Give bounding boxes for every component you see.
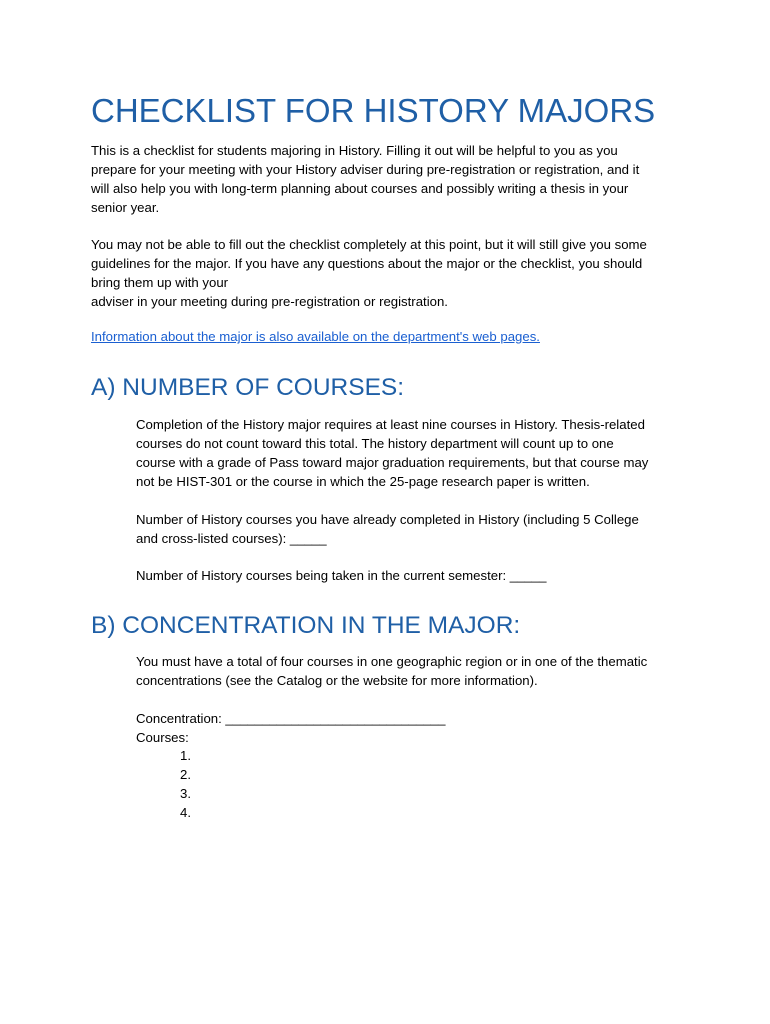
text-line: Completion of the History major requires at least nine courses in History. Thesis-related [136, 417, 645, 432]
text-line: Courses: [136, 730, 189, 745]
courses-label [136, 728, 736, 747]
text-line: senior year. [91, 200, 160, 215]
completed-courses-question [136, 510, 736, 548]
text-line: courses do not count toward this total. The history department will count up to one [136, 436, 614, 451]
text-line: Number of History courses you have already completed in History (including 5 College [136, 512, 639, 527]
text-line: prepare for your meeting with your History adviser during pre-registration or registration, and it [91, 162, 640, 177]
course-list [180, 746, 191, 822]
concentration-field [136, 709, 736, 728]
list-item: 4. [180, 805, 191, 820]
text-line: guidelines for the major. If you have any questions about the major or the checklist, you should [91, 256, 643, 271]
text-line: concentrations (see the Catalog or the website for more information). [136, 673, 538, 688]
department-web-pages-link[interactable]: Information about the major is also available on the department's web pages. [91, 329, 540, 344]
text-line: You must have a total of four courses in one geographic region or in one of the thematic [136, 654, 648, 669]
section-b-description [136, 652, 736, 690]
text-line: bring them up with your [91, 275, 229, 290]
list-item: 1. [180, 748, 191, 763]
page-title: CHECKLIST FOR HISTORY MAJORS [91, 92, 656, 129]
text-line: You may not be able to fill out the checklist completely at this point, but it will still give you some [91, 237, 647, 252]
intro-paragraph-2 [91, 235, 691, 311]
text-line: Number of History courses being taken in the current semester: _____ [136, 568, 547, 583]
text-line: adviser in your meeting during pre-registration or registration. [91, 294, 448, 309]
current-semester-question [136, 566, 736, 585]
list-item: 3. [180, 786, 191, 801]
text-line: not be HIST-301 or the course in which the 25-page research paper is written. [136, 474, 590, 489]
text-line: This is a checklist for students majoring in History. Filling it out will be helpful to you as you [91, 143, 618, 158]
list-item: 2. [180, 767, 191, 782]
section-a-description [136, 415, 736, 491]
section-a-heading: A) NUMBER OF COURSES: [91, 374, 405, 401]
text-line: will also help you with long-term planning about courses and possibly writing a thesis in your [91, 181, 629, 196]
intro-paragraph-1 [91, 141, 691, 217]
text-line: and cross-listed courses): _____ [136, 531, 327, 546]
text-line: course with a grade of Pass toward major graduation requirements, but that course may [136, 455, 649, 470]
section-b-heading: B) CONCENTRATION IN THE MAJOR: [91, 612, 521, 639]
concentration-label: Concentration: ______________________________ [136, 711, 446, 726]
